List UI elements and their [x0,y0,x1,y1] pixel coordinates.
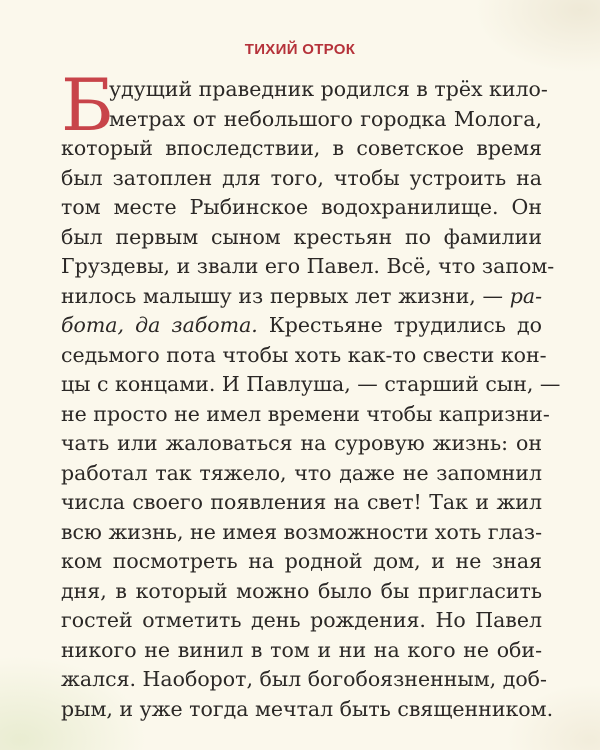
text-line: цы с концами. И Павлуша, — старший сын, — [61,372,561,396]
text-line: всю жизнь, не имея возможности хоть глаз- [61,519,542,544]
chapter-title: ТИХИЙ ОТРОК [244,41,356,58]
text-line: был затоплен для того, чтобы устроить на [61,165,542,190]
text-line: никого не винил в том и ни на кого не оби- [61,637,542,662]
text-line: не просто не имел времени чтобы капризни- [61,401,550,426]
text-segment: нилось малышу из первых лет жизни, — [61,283,503,308]
italic-segment: бота, да забота. [61,313,258,337]
text-line: рым, и уже тогда мечтал быть священником. [61,696,554,721]
text-line: жался. Наоборот, был богобоязненным, доб- [61,667,547,691]
text-line [61,282,542,312]
text-segment: Крестьяне трудились до [268,313,542,337]
article-body [61,63,561,724]
italic-segment: ра- [509,283,542,308]
text-line: седьмого пота чтобы хоть как-то свести кон- [61,342,547,367]
text-line: дня, в который можно было бы пригласить [61,578,542,603]
drop-cap: Б [61,63,114,147]
text-line: метрах от небольшого городка Молога, [109,106,542,131]
text-line: работал так тяжело, что даже не запомнил [61,460,542,485]
text-line: чать или жаловаться на суровую жизнь: он [61,431,542,455]
text-line: был первым сыном крестьян по фамилии [61,224,542,249]
text-line [61,311,542,341]
text-line: ком посмотреть на родной дом, и не зная [61,549,542,573]
text-line: удущий праведник родился в трёх кило- [109,77,548,101]
text-line: числа своего появления на свет! Так и жил [61,490,542,514]
text-line: который впоследствии, в советское время [61,136,542,160]
text-line: Груздевы, и звали его Павел. Всё, что запом- [61,254,555,278]
text-line: том месте Рыбинское водохранилище. Он [61,195,542,219]
text-line: гостей отметить день рождения. Но Павел [61,608,542,632]
